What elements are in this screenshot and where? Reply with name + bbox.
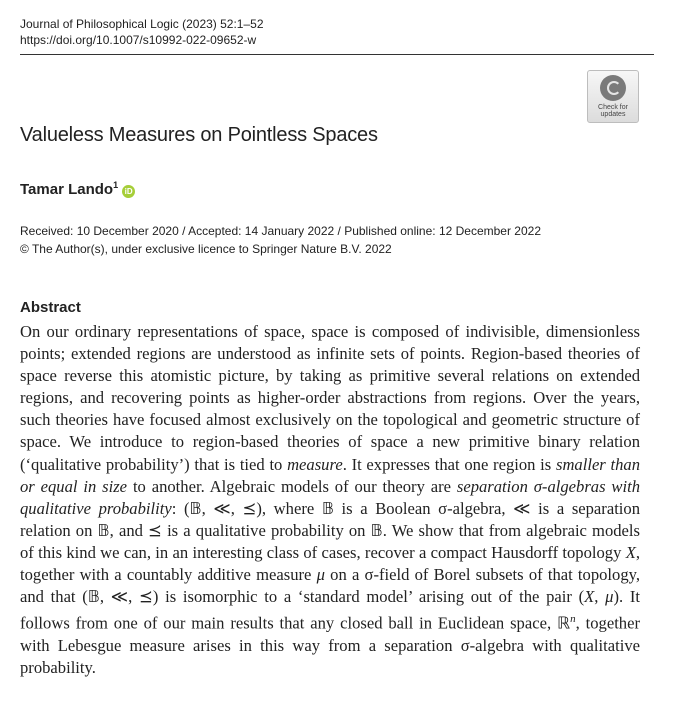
abstract-math-mu: μ bbox=[316, 565, 325, 585]
author-affiliation-mark: 1 bbox=[113, 180, 119, 190]
abstract-text-4: : (𝔹, ≪, ⪯), where 𝔹 is a Boolean σ-algebra, ≪ is a separation relation on 𝔹, and ⪯ is a qualitative probability on 𝔹. We show that from algebraic models of this kind we can, in an interesting class of cases, recover a compact Hausdorff topology bbox=[20, 498, 641, 562]
abstract-heading: Abstract bbox=[20, 299, 81, 316]
abstract-text-5: , together with a countably additive measure bbox=[20, 542, 640, 585]
abstract-text-3: to another. Algebraic models of our theory are bbox=[127, 476, 457, 496]
journal-citation: Journal of Philosophical Logic (2023) 52:1–52 bbox=[20, 17, 264, 31]
abstract-body bbox=[20, 321, 640, 679]
abstract-emph-smaller: smaller than or equal in size bbox=[20, 454, 640, 496]
abstract-text-8: ). It follows from one of our main results that any closed ball in Euclidean space, ℝ bbox=[20, 587, 640, 633]
copyright-notice: © The Author(s), under exclusive licence to Springer Nature B.V. 2022 bbox=[20, 242, 392, 256]
abstract-emph-separation-algebras: separation σ-algebras with qualitative probability bbox=[20, 476, 641, 518]
check-for-updates-icon bbox=[600, 75, 626, 101]
abstract-text-9: , together with Lebesgue measure arises in this way from a separation σ-algebra with qualitative probability. bbox=[20, 613, 640, 677]
orcid-icon[interactable]: iD bbox=[122, 185, 135, 198]
author-name[interactable]: Tamar Lando bbox=[20, 181, 114, 198]
abstract-emph-measure: measure bbox=[287, 454, 343, 474]
author-line bbox=[20, 180, 135, 198]
abstract-math-mu-pair: μ bbox=[605, 587, 614, 607]
abstract-text-1: On our ordinary representations of space, space is composed of indivisible, dimensionless points; extended regions are understood as infinite sets of points. Region-based theories of space reverse this atomistic picture, by taking as primitive several relations on extended regions, and recovering points as higher-order abstractions from regions. Over the years, such theories have focused almost exclusively on the topological and geometric structure of space. We introduce to region-based theories of space a new primitive binary relation (‘qualitative probability’) that is tied to bbox=[20, 322, 640, 474]
publication-dates: Received: 10 December 2020 / Accepted: 14 January 2022 / Published online: 12 December 2022 bbox=[20, 224, 542, 238]
header-divider bbox=[20, 54, 654, 55]
abstract-math-n: n bbox=[570, 613, 576, 626]
badge-label-line1: Check for bbox=[598, 104, 628, 111]
doi-link[interactable]: https://doi.org/10.1007/s10992-022-09652-w bbox=[20, 33, 257, 47]
check-for-updates-badge[interactable] bbox=[587, 70, 639, 123]
abstract-math-X-pair: X bbox=[584, 587, 595, 607]
abstract-text-2: . It expresses that one region is bbox=[342, 454, 556, 474]
abstract-text-7: , bbox=[594, 587, 606, 607]
article-title: Valueless Measures on Pointless Spaces bbox=[20, 124, 378, 146]
abstract-text-6: on a σ-field of Borel subsets of that topology, and that (𝔹, ≪, ⪯) is isomorphic to a ‘standard model’ arising out of the pair ( bbox=[20, 565, 640, 607]
abstract-math-X: X bbox=[625, 542, 636, 562]
badge-label-line2: updates bbox=[600, 111, 626, 118]
